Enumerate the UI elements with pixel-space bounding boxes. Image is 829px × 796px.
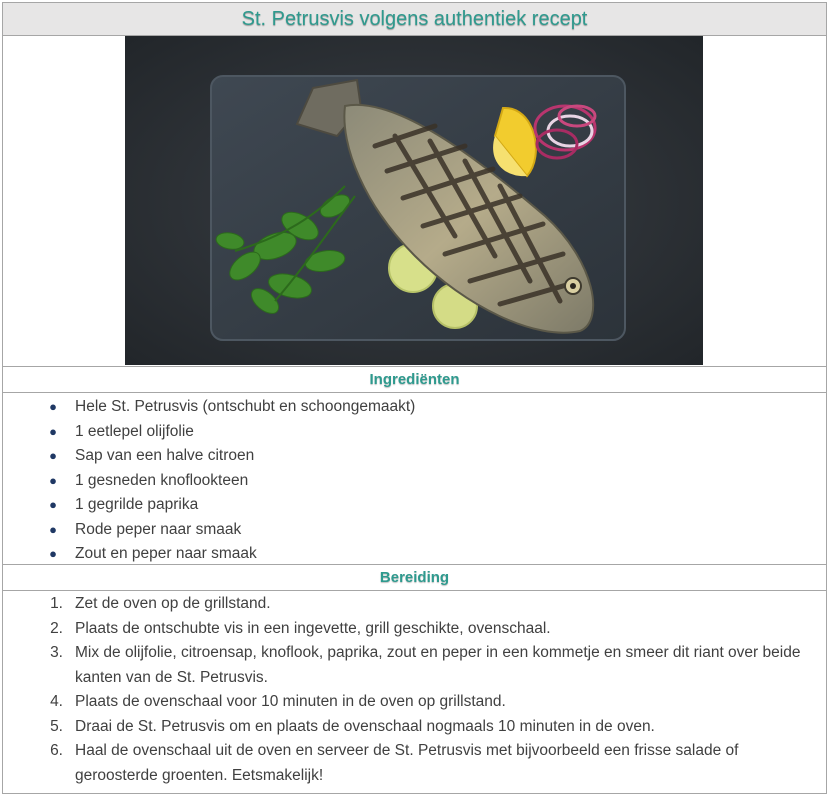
step-text: Plaats de ontschubte vis in een ingevette, grill geschikte, ovenschaal.	[75, 619, 551, 637]
step-item	[3, 617, 826, 642]
list-item	[3, 493, 826, 518]
bullet-icon: ●	[49, 521, 57, 537]
step-text: Zet de oven op de grillstand.	[75, 595, 271, 612]
step-number: 3.	[50, 644, 63, 661]
step-text: Haal de ovenschaal uit de oven en serveer de St. Petrusvis met bijvoorbeeld een frisse salade of geroosterde groenten. Eetsmakelijk!	[75, 742, 739, 784]
ingredients-list	[3, 393, 826, 565]
bullet-icon: ●	[49, 399, 57, 414]
ingredient-text: 1 eetlepel olijfolie	[75, 422, 194, 440]
ingredient-text: Zout en peper naar smaak	[75, 545, 257, 562]
bullet-icon: ●	[49, 448, 57, 463]
step-item	[3, 690, 826, 715]
photo-row	[3, 36, 826, 367]
ingredient-text: 1 gegrilde paprika	[75, 496, 199, 513]
grilled-fish-illustration	[125, 36, 703, 365]
recipe-title: St. Petrusvis volgens authentiek recept	[241, 7, 588, 30]
list-item	[3, 395, 826, 420]
preparation-heading: Bereiding	[3, 565, 826, 591]
bullet-icon: ●	[49, 497, 57, 512]
step-text: Plaats de ovenschaal voor 10 minuten in de oven op grillstand.	[75, 693, 506, 710]
ingredient-text: Sap van een halve citroen	[75, 447, 255, 464]
list-item	[3, 444, 826, 469]
bullet-icon: ●	[49, 423, 57, 439]
title-row	[3, 3, 826, 36]
step-number: 6.	[50, 742, 63, 759]
ingredients-heading: Ingrediënten	[3, 367, 826, 393]
step-item	[3, 641, 826, 690]
list-item	[3, 469, 826, 494]
list-item	[3, 542, 826, 567]
step-number: 1.	[50, 595, 63, 612]
list-item	[3, 420, 826, 445]
list-item	[3, 518, 826, 543]
ingredient-text: Rode peper naar smaak	[75, 520, 242, 538]
step-text: Draai de St. Petrusvis om en plaats de ovenschaal nogmaals 10 minuten in de oven.	[75, 717, 655, 735]
preparation-steps	[3, 591, 826, 792]
step-number: 5.	[50, 717, 63, 735]
step-item	[3, 739, 826, 788]
recipe-document	[2, 2, 827, 794]
bullet-icon: ●	[49, 472, 57, 488]
step-item	[3, 592, 826, 617]
step-item	[3, 715, 826, 740]
ingredient-text: Hele St. Petrusvis (ontschubt en schoongemaakt)	[75, 398, 416, 415]
step-text: Mix de olijfolie, citroensap, knoflook, paprika, zout en peper in een kommetje en smeer dit riant over beide kanten van de St. Petrusvis.	[75, 644, 801, 686]
grilled-fish-photo	[125, 36, 703, 365]
bullet-icon: ●	[49, 546, 57, 561]
ingredient-text: 1 gesneden knoflookteen	[75, 471, 249, 489]
step-number: 2.	[50, 619, 63, 637]
step-number: 4.	[50, 693, 63, 710]
